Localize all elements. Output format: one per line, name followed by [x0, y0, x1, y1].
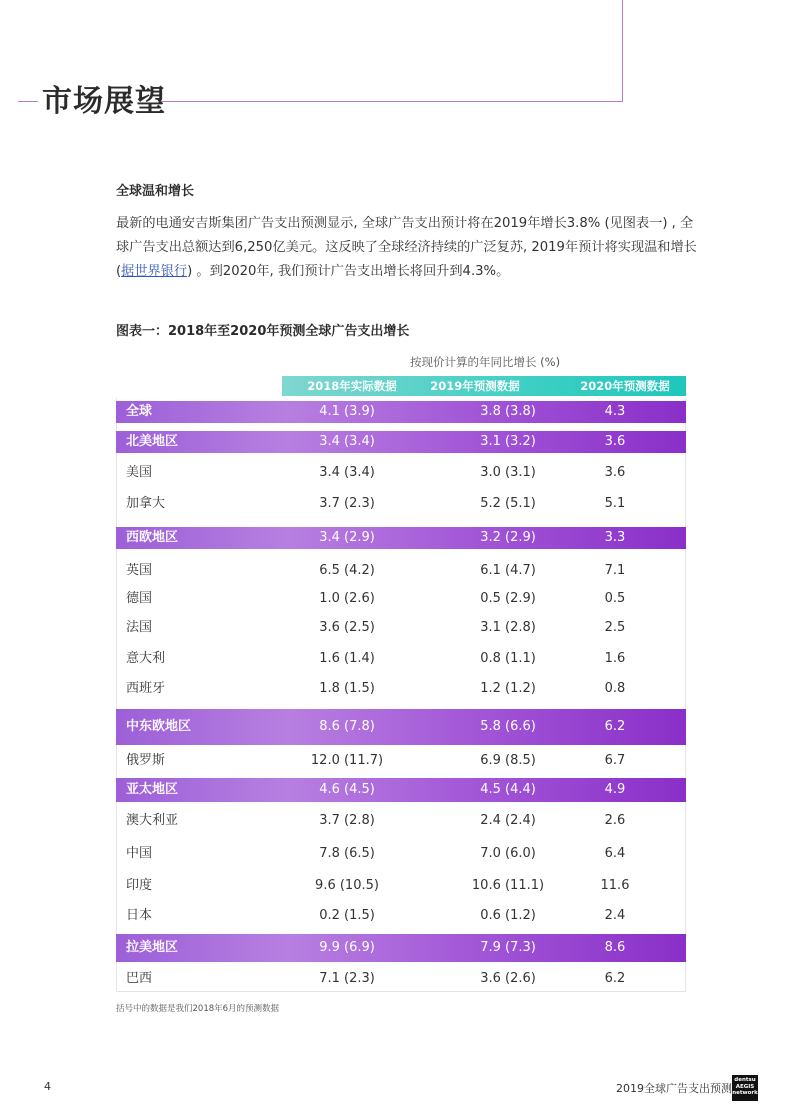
- row-label: 澳大利亚: [126, 813, 179, 828]
- dentsu-aegis-logo: [732, 1075, 758, 1101]
- value-2019: 3.1 (2.8): [480, 620, 536, 635]
- value-2018: 7.8 (6.5): [319, 846, 375, 861]
- footer-doc-title: 2019全球广告支出预测: [616, 1082, 732, 1095]
- value-2018: 12.0 (11.7): [310, 753, 384, 768]
- value-2019: 3.6 (2.6): [480, 971, 536, 986]
- logo-line: network: [732, 1090, 758, 1096]
- value-2018: 6.5 (4.2): [319, 563, 375, 578]
- value-2020: 11.6: [600, 878, 630, 893]
- country-row: [116, 903, 686, 929]
- region-row: [116, 431, 686, 453]
- value-2019: 2.4 (2.4): [480, 813, 536, 828]
- value-2018: 3.4 (3.4): [319, 434, 375, 449]
- country-row: [116, 460, 686, 486]
- value-2018: 4.1 (3.9): [319, 404, 375, 419]
- country-row: [116, 559, 686, 583]
- value-2020: 6.7: [604, 753, 626, 768]
- value-2019: 6.1 (4.7): [480, 563, 536, 578]
- value-2020: 5.1: [604, 496, 626, 511]
- row-label: 西欧地区: [126, 530, 179, 545]
- row-label: 中国: [126, 846, 153, 861]
- row-label: 全球: [126, 404, 153, 419]
- value-2019: 4.5 (4.4): [480, 782, 536, 797]
- region-row: [116, 934, 686, 962]
- country-row: [116, 808, 686, 834]
- country-row: [116, 966, 686, 992]
- country-row: [116, 588, 686, 610]
- row-label: 英国: [126, 563, 153, 578]
- country-row: [116, 676, 686, 702]
- value-2020: 2.5: [604, 620, 626, 635]
- figure-subtitle: 按现价计算的年同比增长 (%): [410, 355, 561, 369]
- value-2020: 4.3: [604, 404, 626, 419]
- value-2019: 1.2 (1.2): [480, 681, 536, 696]
- value-2018: 7.1 (2.3): [319, 971, 375, 986]
- row-label: 意大利: [126, 651, 166, 666]
- value-2018: 8.6 (7.8): [319, 719, 375, 734]
- section-heading: 全球温和增长: [116, 184, 195, 199]
- column-header-2018: 2018年实际数据: [307, 379, 397, 393]
- value-2019: 0.5 (2.9): [480, 591, 536, 606]
- value-2019: 0.8 (1.1): [480, 651, 536, 666]
- frame-line-horizontal: [160, 101, 623, 102]
- value-2020: 7.1: [604, 563, 626, 578]
- value-2018: 3.4 (2.9): [319, 530, 375, 545]
- value-2018: 3.4 (3.4): [319, 465, 375, 480]
- row-label: 德国: [126, 591, 153, 606]
- row-label: 日本: [126, 908, 153, 923]
- region-row: [116, 401, 686, 423]
- value-2018: 0.2 (1.5): [319, 908, 375, 923]
- column-header-2019: 2019年预测数据: [430, 379, 520, 393]
- logo-line: AEGIS: [735, 1083, 755, 1090]
- value-2018: 1.8 (1.5): [319, 681, 375, 696]
- page-number: 4: [44, 1080, 51, 1093]
- value-2020: 0.8: [604, 681, 626, 696]
- value-2020: 0.5: [604, 591, 626, 606]
- intro-text-before: 最新的电通安吉斯集团广告支出预测显示, 全球广告支出预计将在2019年增长3.8% (见图表一) , 全球广告支出总额达到6,250亿美元。这反映了全球经济持续的广泛复苏, 2019年预计将实现温和增长 (: [116, 216, 697, 279]
- value-2020: 6.4: [604, 846, 626, 861]
- value-2018: 9.6 (10.5): [315, 878, 379, 893]
- region-row: [116, 527, 686, 549]
- value-2020: 6.2: [604, 719, 626, 734]
- footnote: 括号中的数据是我们2018年6月的预测数据: [116, 1004, 280, 1014]
- world-bank-link[interactable]: 据世界银行: [121, 264, 188, 279]
- value-2018: 3.7 (2.3): [319, 496, 375, 511]
- value-2020: 2.4: [604, 908, 626, 923]
- value-2019: 7.9 (7.3): [480, 940, 536, 955]
- value-2019: 5.2 (5.1): [480, 496, 536, 511]
- value-2020: 4.9: [604, 782, 626, 797]
- row-label: 巴西: [126, 971, 153, 986]
- value-2019: 10.6 (11.1): [471, 878, 545, 893]
- country-row: [116, 616, 686, 640]
- row-label: 加拿大: [126, 496, 166, 511]
- region-row: [116, 709, 686, 745]
- column-header-2020: 2020年预测数据: [580, 379, 670, 393]
- row-label: 拉美地区: [126, 940, 179, 955]
- frame-line-lead: [18, 101, 38, 102]
- region-row: [116, 778, 686, 802]
- value-2018: 1.0 (2.6): [319, 591, 375, 606]
- value-2018: 9.9 (6.9): [319, 940, 375, 955]
- value-2020: 1.6: [604, 651, 626, 666]
- row-label: 美国: [126, 465, 153, 480]
- value-2020: 3.6: [604, 434, 626, 449]
- value-2019: 7.0 (6.0): [480, 846, 536, 861]
- value-2020: 3.3: [604, 530, 626, 545]
- row-label: 俄罗斯: [126, 753, 166, 768]
- value-2019: 5.8 (6.6): [480, 719, 536, 734]
- value-2020: 3.6: [604, 465, 626, 480]
- value-2018: 4.6 (4.5): [319, 782, 375, 797]
- value-2019: 6.9 (8.5): [480, 753, 536, 768]
- value-2019: 3.8 (3.8): [480, 404, 536, 419]
- logo-line: dentsu: [734, 1077, 756, 1083]
- value-2019: 3.0 (3.1): [480, 465, 536, 480]
- value-2020: 8.6: [604, 940, 626, 955]
- frame-line-vertical: [622, 0, 623, 102]
- figure-title: 图表一：2018年至2020年预测全球广告支出增长: [116, 324, 410, 339]
- value-2019: 3.2 (2.9): [480, 530, 536, 545]
- intro-text-after: ) 。到2020年, 我们预计广告支出增长将回升到4.3%。: [187, 264, 510, 279]
- row-label: 亚太地区: [126, 782, 179, 797]
- value-2018: 3.6 (2.5): [319, 620, 375, 635]
- country-row: [116, 646, 686, 672]
- intro-paragraph: [116, 212, 701, 284]
- value-2020: 2.6: [604, 813, 626, 828]
- page-title: 市场展望: [42, 84, 166, 119]
- row-label: 北美地区: [126, 434, 179, 449]
- value-2018: 3.7 (2.8): [319, 813, 375, 828]
- value-2020: 6.2: [604, 971, 626, 986]
- row-label: 西班牙: [126, 681, 166, 696]
- row-label: 印度: [126, 878, 153, 893]
- country-row: [116, 841, 686, 867]
- row-label: 中东欧地区: [126, 719, 192, 734]
- country-row: [116, 748, 686, 774]
- value-2019: 0.6 (1.2): [480, 908, 536, 923]
- value-2019: 3.1 (3.2): [480, 434, 536, 449]
- country-row: [116, 491, 686, 517]
- value-2018: 1.6 (1.4): [319, 651, 375, 666]
- country-row: [116, 873, 686, 899]
- row-label: 法国: [126, 620, 153, 635]
